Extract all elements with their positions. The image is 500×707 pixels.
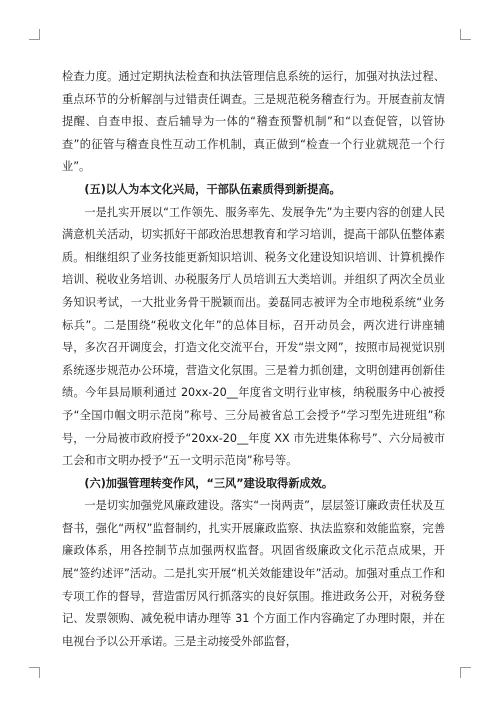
- crop-mark-top-left: [29, 29, 40, 40]
- crop-mark-top-right: [460, 29, 471, 40]
- section-heading-5: (五)以人为本文化兴局，干部队伍素质得到新提高。: [84, 182, 341, 196]
- section-heading-6: (六)加强管理转变作风，“三风”建设取得新成效。: [84, 476, 334, 490]
- paragraph-section-6: 一是切实加强党风廉政建设。落实“一岗两责”，层层签订廉政责任状及互督书，强化“两权”监督制约，扎实开展廉政监察、执法监察和效能监察，完善廉政体系，用各控制节点加强两权监督。巩固省级廉政文化示范点成果，开展“签约述评”活动。二是扎实开展“机关效能建设年”活动。加强对重点工作和专项工作的督导，营造雷厉风行抓落实的良好氛围。推进政务公开，对税务登记、发票领购、减免税申请办理等 31 个方面工作内容确定了办理时限，并在电视台予以公开承诺。三是主动接受外部监督，: [62, 499, 445, 648]
- paragraph-continued: 检查力度。通过定期执法检查和执法管理信息系统的运行，加强对执法过程、重点环节的分析解剖与过错责任调查。三是规范税务稽查行为。开展查前友情提醒、自查申报、查后辅导为一体的“稽查预警机制”和“以查促管，以管协查”的征管与稽查良性互动工作机制，真正做到“检查一个行业就规范一个行业”。: [62, 70, 445, 174]
- crop-mark-bottom-right: [460, 667, 471, 678]
- paragraph-section-5: 一是扎实开展以“工作领先、服务率先、发展争先”为主要内容的创建人民满意机关活动，切实抓好干部政治思想教育和学习培训，提高干部队伍整体素质。相继组织了业务技能更新知识培训、税务文化建设知识培训、计算机操作培训、税收业务培训、办税服务厅人员培训五大类培训。并组织了两次全员业务知识考试，一大批业务骨干脱颖而出。姜磊同志被评为全市地税系统“业务标兵”。二是围绕“税收文化年”的总体目标，召开动员会，两次进行讲座辅导，多次召开调度会，打造文化交流平台，开发“崇文网”，按照市局视觉识别系统逐步规范办公环境，营造文化氛围。三是着力抓创建，文明创建再创新佳绩。今年县局顺利通过 20xx-20__年度省文明行业审核，纳税服务中心被授予“全国巾帼文明示范岗”称号、三分局被省总工会授予“学习型先进班组”称号，一分局被市政府授予“20xx-20__年度 XX 市先进集体称号”、六分局被市工会和市文明办授予“五一文明示范岗”称号等。: [62, 205, 445, 468]
- document-body: [62, 66, 445, 653]
- crop-mark-bottom-left: [29, 667, 40, 678]
